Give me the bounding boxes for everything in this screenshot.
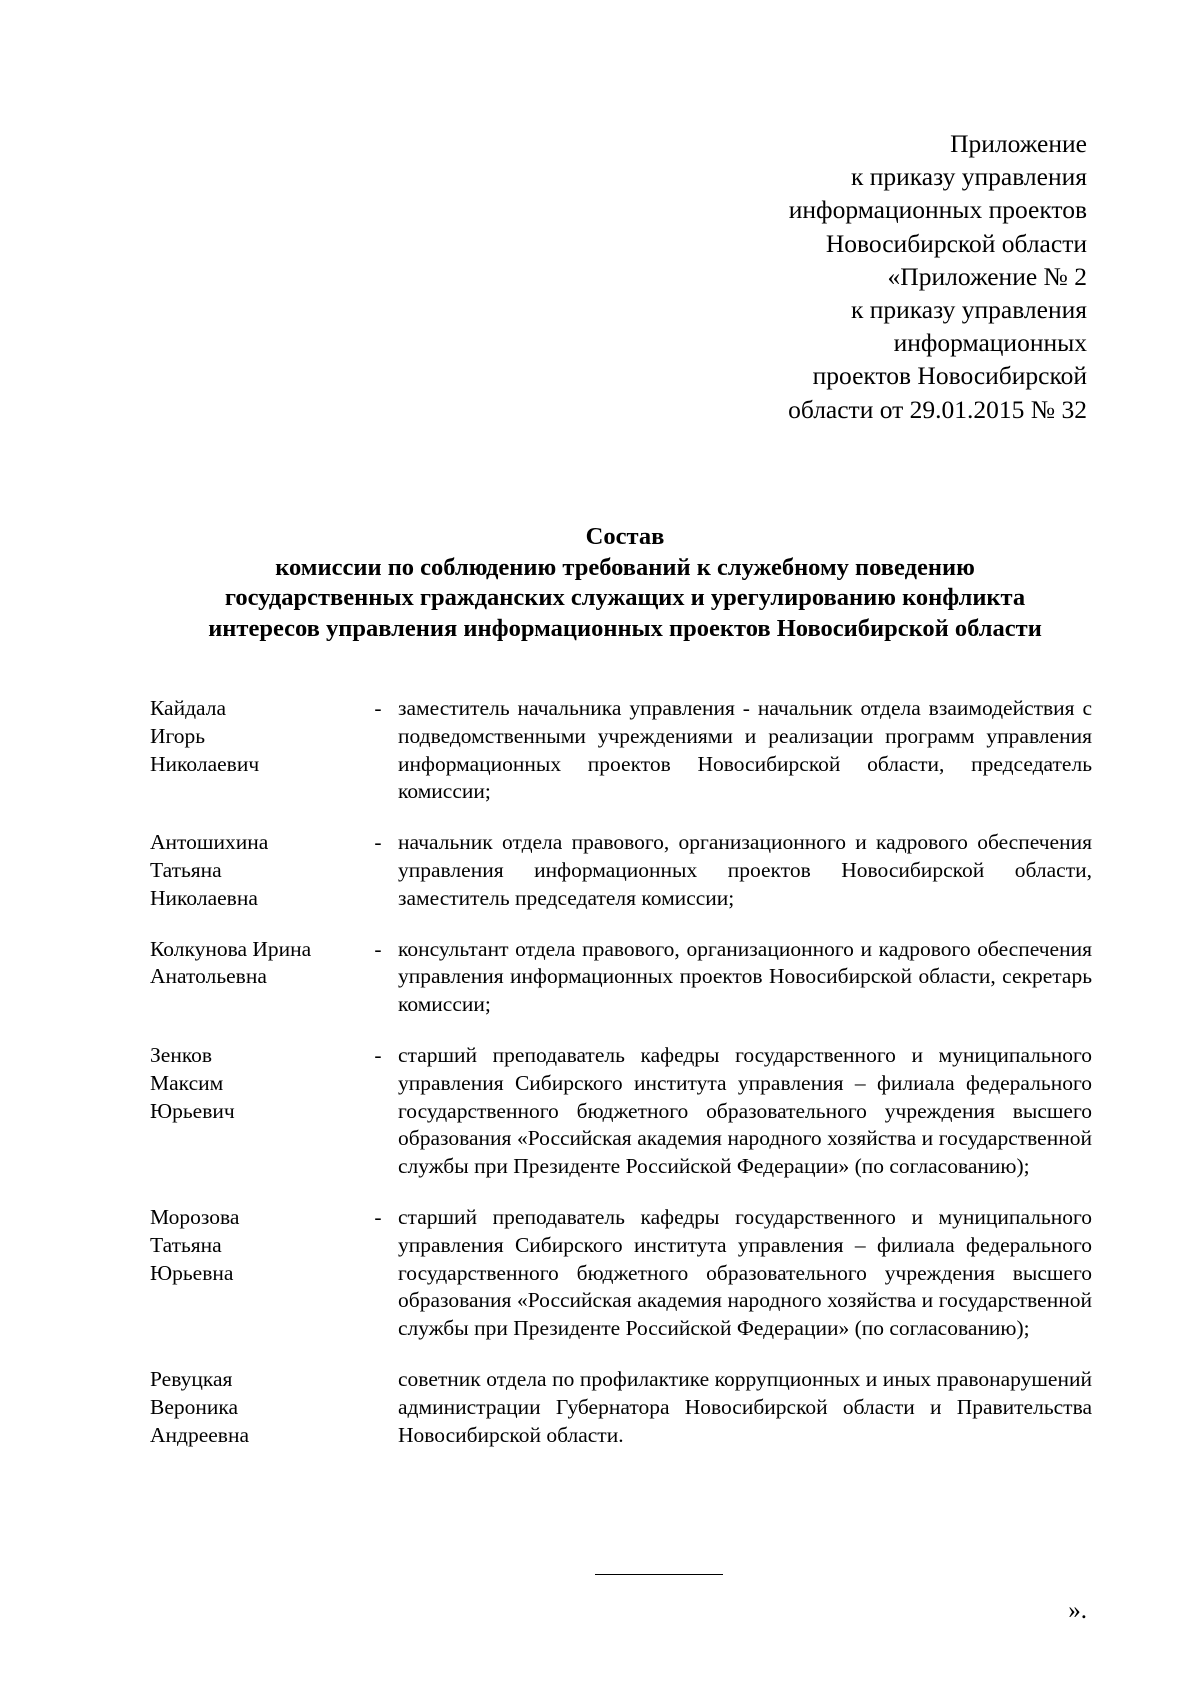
member-name-line: Морозова <box>150 1204 240 1229</box>
title-line: комиссии по соблюдению требований к служебному поведению <box>275 553 975 581</box>
member-name-line: Максим <box>150 1070 224 1095</box>
member-entry <box>150 1204 1100 1343</box>
appendix-line: Новосибирской области <box>825 228 1087 258</box>
commission-members-list <box>150 695 1100 1449</box>
member-name <box>150 1042 348 1181</box>
member-name-line: Николаевич <box>150 751 260 776</box>
member-name <box>150 1204 348 1343</box>
member-name-line: Юрьевна <box>150 1260 234 1285</box>
member-description: советник отдела по профилактике коррупционных и иных правонарушений администрации Губернатора Новосибирской области и Правительства Новосибирской области. <box>398 1366 1092 1447</box>
appendix-header <box>788 127 1087 426</box>
member-description: старший преподаватель кафедры государственного и муниципального управления Сибирского института управления – филиала федерального государственного бюджетного образовательного учреждения высшего образования «Российская академия народного хозяйства и государственной службы при Президенте Российской Федерации» (по согласованию); <box>398 1042 1092 1179</box>
member-name-line: Ревуцкая <box>150 1366 233 1391</box>
member-name-line: Игорь <box>150 723 206 748</box>
member-dash: - <box>374 830 382 855</box>
member-dash: - <box>374 696 382 720</box>
member-name-line: Татьяна <box>150 857 222 882</box>
appendix-line: информационных проектов <box>788 195 1087 225</box>
member-name-line: Колкунова Ирина <box>150 936 312 961</box>
member-name-line: Татьяна <box>150 1232 222 1257</box>
member-entry <box>150 936 1100 1019</box>
member-name <box>150 695 348 806</box>
title-line: государственных гражданских служащих и урегулированию конфликта <box>224 584 1026 612</box>
member-name-line: Анатольевна <box>150 964 267 989</box>
member-entry <box>150 1042 1100 1181</box>
appendix-line: области от 29.01.2015 № 32 <box>788 394 1087 424</box>
member-name-line: Андреевна <box>150 1422 250 1447</box>
member-name-line: Николаевна <box>150 885 258 910</box>
separator-line <box>595 1574 723 1575</box>
member-dash <box>348 1366 398 1449</box>
appendix-line: к приказу управления <box>850 295 1087 325</box>
member-dash: - <box>374 1204 382 1229</box>
member-name <box>150 1366 348 1449</box>
member-name-line: Юрьевич <box>150 1098 235 1123</box>
member-name-line: Вероника <box>150 1394 239 1419</box>
title-line: интересов управления информационных проектов Новосибирской области <box>208 614 1042 642</box>
member-description: консультант отдела правового, организационного и кадрового обеспечения управления информационных проектов Новосибирской области, секретарь комиссии; <box>398 936 1092 1017</box>
member-description: старший преподаватель кафедры государственного и муниципального управления Сибирского института управления – филиала федерального государственного бюджетного образовательного учреждения высшего образования «Российская академия народного хозяйства и государственной службы при Президенте Российской Федерации» (по согласованию); <box>398 1204 1092 1341</box>
appendix-line: информационных <box>893 328 1087 358</box>
appendix-line: проектов Новосибирской <box>812 361 1087 391</box>
title-line: Состав <box>585 523 665 550</box>
appendix-line: «Приложение № 2 <box>887 261 1087 291</box>
appendix-line: к приказу управления <box>850 162 1087 192</box>
member-description: заместитель начальника управления - начальник отдела взаимодействия с подведомственными учреждениями и реализации программ управления информационных проектов Новосибирской области, председатель комиссии; <box>398 696 1092 804</box>
member-name-line: Зенков <box>150 1042 213 1067</box>
member-entry <box>150 1366 1100 1449</box>
appendix-line: Приложение <box>950 129 1087 158</box>
member-entry <box>150 695 1100 806</box>
document-title <box>130 522 1120 644</box>
closing-quote-mark: ». <box>1068 1597 1087 1624</box>
member-name <box>150 829 348 912</box>
member-entry <box>150 829 1100 912</box>
member-description: начальник отдела правового, организационного и кадрового обеспечения управления информационных проектов Новосибирской области, заместитель председателя комиссии; <box>398 830 1092 910</box>
member-name-line: Кайдала <box>150 696 227 720</box>
member-name <box>150 936 348 1019</box>
member-dash: - <box>374 936 382 961</box>
member-name-line: Антошихина <box>150 830 269 855</box>
member-dash: - <box>374 1042 382 1067</box>
